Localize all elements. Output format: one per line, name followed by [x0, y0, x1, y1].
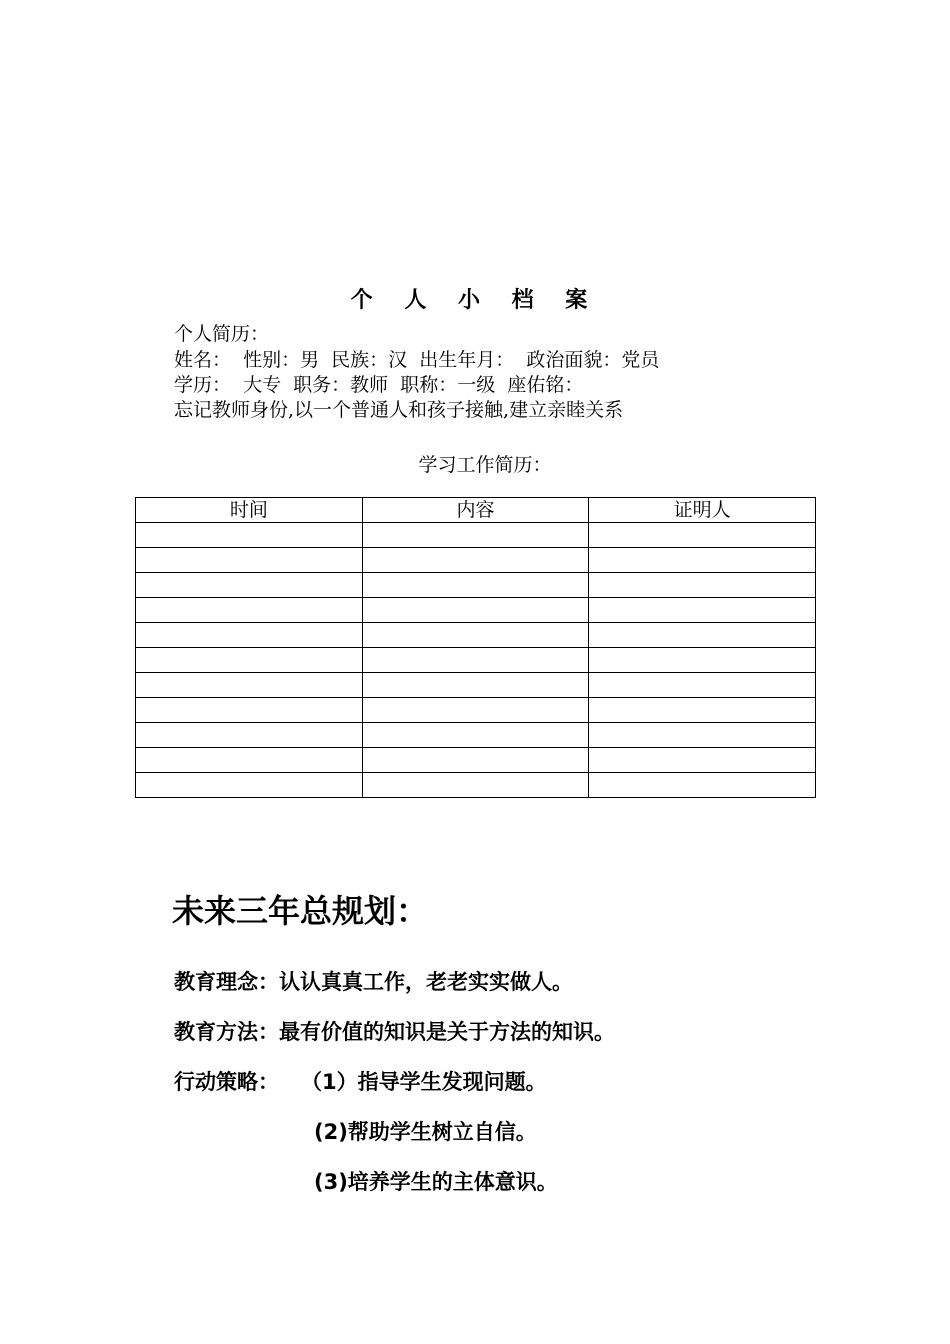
table-row [136, 598, 816, 623]
table-cell [136, 698, 363, 723]
profile-basic-info: 姓名： 性别：男 民族：汉 出生年月： 政治面貌：党员 [174, 349, 660, 371]
table-cell [362, 648, 589, 673]
table-cell [589, 573, 816, 598]
column-header-time: 时间 [136, 498, 363, 523]
table-cell [136, 598, 363, 623]
table-cell [589, 748, 816, 773]
table-row [136, 573, 816, 598]
table-cell [136, 523, 363, 548]
strategy-label: 行动策略： [174, 1070, 279, 1094]
plan-title: 未来三年总规划： [172, 892, 429, 930]
profile-motto: 忘记教师身份,以一个普通人和孩子接触,建立亲睦关系 [174, 399, 624, 421]
profile-education-info: 学历： 大专 职务：教师 职称：一级 座佑铭： [174, 374, 584, 396]
table-row [136, 548, 816, 573]
table-header-row [136, 498, 816, 523]
table-cell [136, 573, 363, 598]
table-cell [362, 623, 589, 648]
table-cell [362, 673, 589, 698]
table-row [136, 673, 816, 698]
document-title: 个 人 小 档 案 [350, 288, 600, 313]
table-cell [136, 773, 363, 798]
column-header-content: 内容 [362, 498, 589, 523]
table-cell [362, 748, 589, 773]
table-cell [136, 673, 363, 698]
table-cell [362, 773, 589, 798]
table-cell [362, 548, 589, 573]
table-cell [589, 673, 816, 698]
table-row [136, 723, 816, 748]
table-cell [362, 523, 589, 548]
strategy-item: (3)培养学生的主体意识。 [314, 1170, 558, 1194]
table-cell [589, 623, 816, 648]
table-cell [589, 648, 816, 673]
table-row [136, 648, 816, 673]
table-cell [136, 648, 363, 673]
strategy-item: （1）指导学生发现问题。 [301, 1070, 547, 1094]
table-cell [136, 748, 363, 773]
table-cell [589, 523, 816, 548]
history-table-body [136, 523, 816, 798]
table-cell [589, 548, 816, 573]
history-heading: 学习工作简历： [418, 454, 552, 476]
education-method: 教育方法：最有价值的知识是关于方法的知识。 [174, 1020, 615, 1044]
column-header-witness: 证明人 [589, 498, 816, 523]
table-row [136, 623, 816, 648]
table-cell [589, 698, 816, 723]
table-cell [362, 698, 589, 723]
table-row [136, 523, 816, 548]
table-row [136, 773, 816, 798]
table-row [136, 748, 816, 773]
table-cell [589, 723, 816, 748]
table-cell [362, 598, 589, 623]
table-row [136, 698, 816, 723]
strategy-item: (2)帮助学生树立自信。 [314, 1120, 537, 1144]
table-cell [136, 548, 363, 573]
education-philosophy: 教育理念：认认真真工作，老老实实做人。 [174, 970, 573, 994]
history-table [135, 497, 816, 798]
table-cell [136, 623, 363, 648]
profile-intro: 个人简历： [174, 323, 270, 345]
table-cell [362, 723, 589, 748]
table-cell [362, 573, 589, 598]
table-cell [589, 598, 816, 623]
table-cell [136, 723, 363, 748]
table-cell [589, 773, 816, 798]
